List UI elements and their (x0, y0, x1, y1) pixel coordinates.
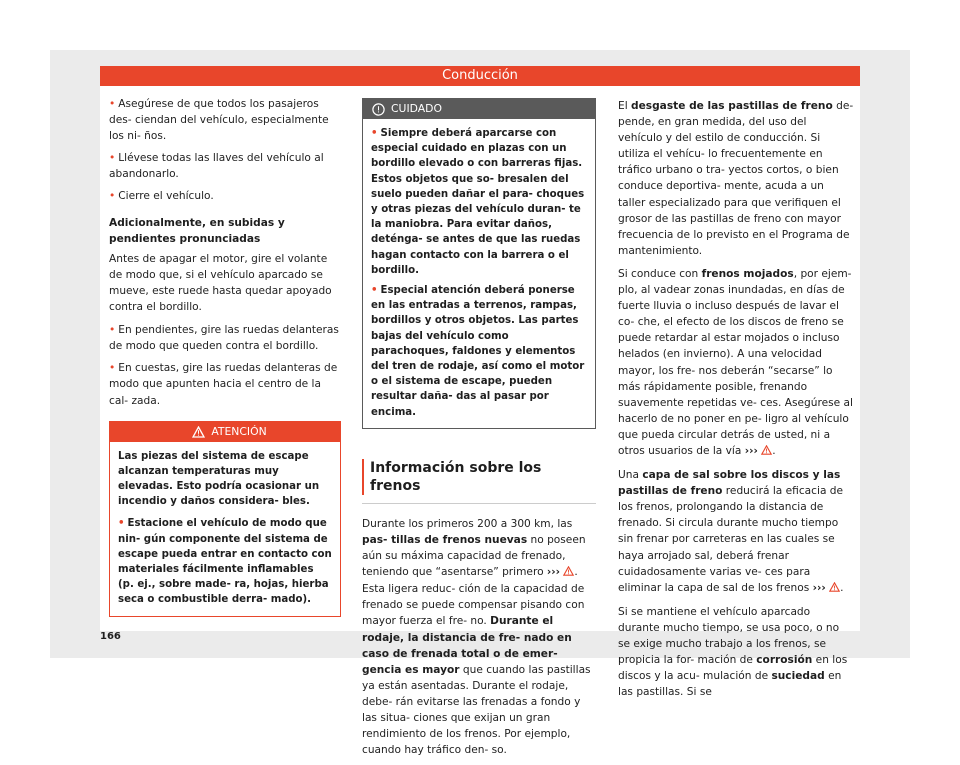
paragraph: Si conduce con frenos mojados, por ejem- plo, al vadear zonas inundadas, en días de fuerte lluvia o incluso después de lavar el co- che, el efecto de los discos de freno se puede retardar al estar mojados o incluso helados (en invierno). A una velocidad mayor, los fre- nos deberán “secarse” lo más rápidamente posible, frenando suavemente repetidas ve- ces. Asegúrese al hacerlo de no poner en pe- ligro al vehículo que pueda circular detrás de usted, ni a otros usuarios de la vía ››› . (618, 266, 854, 460)
list-item: • Estacione el vehículo de modo que nin- gún componente del sistema de escape pueda entrar en contacto con materiales fácilmente inflamables (p. ej., sobre made- ra, hojas, hierba seca o combustible derra- mado). (118, 516, 332, 607)
caution-box (362, 98, 596, 429)
column-left (109, 96, 341, 617)
list-item: • Especial atención deberá ponerse en las entradas a terrenos, rampas, bordillos y otros objetos. Las partes bajas del vehículo como parachoques, faldones y elementos del tren de rodaje, así como el motor o el sistema de escape, pueden resultar daña- das al pasar por encima. (371, 283, 587, 420)
warning-box (109, 421, 341, 617)
list-item: • Llévese todas las llaves del vehículo al abandonarlo. (109, 150, 341, 182)
paragraph: Antes de apagar el motor, gire el volante de modo que, si el vehículo aparcado se mueve, este ruede hasta quedar apoyado contra el bordillo. (109, 252, 332, 314)
cross-reference-link[interactable]: ››› (744, 444, 758, 457)
list-item: • Asegúrese de que todos los pasajeros des- ciendan del vehículo, especialmente los ni- ños. (109, 96, 341, 144)
warning-body (110, 442, 340, 616)
paragraph: Si se mantiene el vehículo aparcado durante mucho tiempo, se usa poco, o no se exige mucho trabajo a los frenos, se propicia la for- mación de corrosión en los discos y la acu- mulación de suciedad en las pastillas. Si se (618, 605, 848, 699)
warning-triangle-icon (761, 444, 772, 460)
caution-body (363, 119, 595, 428)
list-item: • En cuestas, gire las ruedas delanteras de modo que apunten hacia el centro de la cal- zada. (109, 360, 341, 408)
warning-triangle-icon (191, 425, 205, 439)
warning-triangle-icon (829, 581, 840, 597)
cross-reference-link[interactable]: ››› (812, 581, 826, 594)
list-item: • En pendientes, gire las ruedas delanteras de modo que queden contra el bordillo. (109, 322, 341, 354)
list-item: • Cierre el vehículo. (109, 188, 341, 204)
cross-reference-link[interactable]: ››› (546, 566, 561, 579)
warning-header (110, 422, 340, 442)
paragraph: Una capa de sal sobre los discos y las pastillas de freno reducirá la eficacia de los frenos, prolongando la distancia de frenado. Si circula durante mucho tiempo sin frenar por carreteras en las cuales se haya arrojado sal, deberá frenar cuidadosamente varias ve- ces para eliminar la capa de sal de los frenos ››› . (618, 467, 854, 597)
section-title: Información sobre los frenos (362, 459, 596, 495)
warning-text: Las piezas del sistema de escape alcanzan temperaturas muy elevadas. Esto podría ocasionar un incendio y daños considera- bles. (118, 450, 320, 508)
warning-triangle-icon (563, 565, 574, 581)
paragraph: Durante los primeros 200 a 300 km, las pas- tillas de frenos nuevas no poseen aún su máxima capacidad de frenado, teniendo que “asentarse” primero ››› . Esta ligera reduc- ción de la capacidad de frenado se puede compensar pisando con mayor fuerza el fre- no. Durante el rodaje, la distancia de fre- nado en caso de frenada total o de emer- gencia es mayor que cuando las pastillas ya están asentadas. Durante el rodaje, debe- rán evitarse las frenadas a fondo y las situa- ciones que exijan un gran rendimiento de los frenos. Por ejemplo, cuando hay tráfico den- so. (362, 517, 591, 757)
warning-title: ATENCIÓN (211, 424, 267, 438)
chapter-title: Conducción (442, 68, 518, 83)
section-divider (362, 503, 596, 504)
info-circle-icon (371, 102, 385, 116)
caution-header (363, 99, 595, 119)
paragraph: El desgaste de las pastillas de freno de- pende, en gran medida, del uso del vehículo y del estilo de conducción. Si utiliza el vehícu- lo frecuentemente en tráfico urbano o tra- yectos cortos, o bien conduce deportiva- mente, acuda a un taller especializado para que verifiquen el grosor de las pastillas de freno con mayor frecuencia de lo previsto en el Programa de mantenimiento. (618, 100, 854, 257)
caution-title: CUIDADO (391, 102, 442, 115)
page-number: 166 (100, 631, 121, 642)
list-item: • Siempre deberá aparcarse con especial cuidado en plazas con un bordillo elevado o con barreras fijas. Estos objetos que so- bresalen del suelo pueden dañar el para- choques y otras piezas del vehículo duran- te la maniobra. Para evitar daños, deténga- se antes de que las ruedas hagan contacto con la barrera o el bordillo. (371, 126, 587, 278)
column-middle (362, 98, 596, 765)
chapter-header (100, 66, 860, 86)
subheading: Adicionalmente, en subidas y pendientes pronunciadas (109, 216, 285, 245)
column-right (618, 98, 854, 707)
